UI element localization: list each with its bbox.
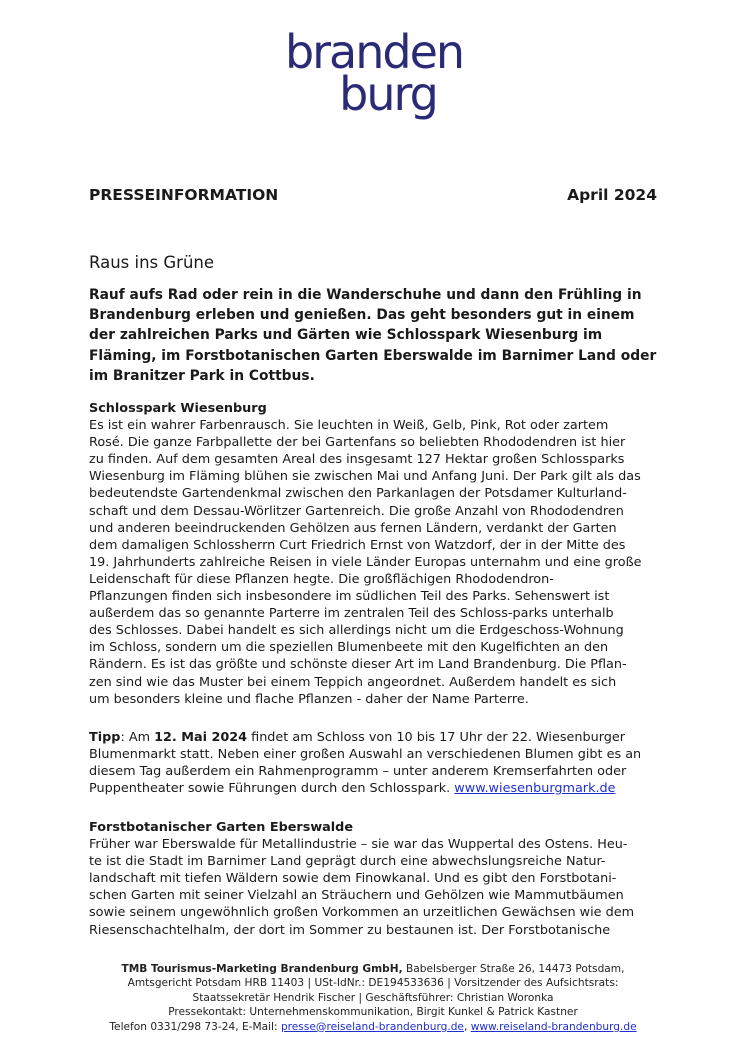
body-line: Rosé. Die ganze Farbpallette der bei Gartenfans so beliebten Rhododendren ist hier <box>89 435 626 451</box>
body-line: schen Garten mit seiner Vielzahl an Sträuchern und Gehölzen wie Mammutbäumen <box>89 888 624 904</box>
body-line: bedeutendste Gartendenkmal zwischen den Parkanlagen der Potsdamer Kulturland- <box>89 486 627 502</box>
wiesenburg-link[interactable]: www.wiesenburgmark.de <box>454 781 616 797</box>
body-line: schaft und dem Dessau-Wörlitzer Gartenreich. Die große Anzahl von Rhododendren <box>89 503 624 519</box>
body-line: dem damaligen Schlossherrn Curt Friedrich Ernst von Watzdorf, der in der Mitte des <box>89 537 626 553</box>
body-line: Leidenschaft für diese Pflanzen hegte. Die großflächigen Rhododendron- <box>89 571 554 587</box>
footer-management: Staatssekretär Hendrik Fischer | Geschäftsführer: Christian Woronka <box>192 991 554 1004</box>
footer-address: Babelsberger Straße 26, 14473 Potsdam, <box>402 963 625 975</box>
footer-phone: Telefon 0331/298 73-24, E-Mail: <box>109 1020 281 1033</box>
document-date: April 2024 <box>567 186 657 204</box>
tip-paragraph <box>89 729 659 797</box>
body-line: außerdem das so genannte Parterre im zentralen Teil des Schloss-parks unterhalb <box>89 606 614 622</box>
body-line: des Schlosses. Dabei handelt es sich allerdings nicht um die Erdgeschoss-Wohnung <box>89 623 624 639</box>
section-body <box>89 836 659 939</box>
lead-paragraph: Rauf aufs Rad oder rein in die Wanderschuhe und dann den Frühling in Brandenburg erleben und genießen. Das geht besonders gut in einem der zahlreichen Parks und Gärten wie Schlosspark Wiesenburg im Fläming, im Forstbotanischen Garten Eberswalde im Barnimer Land oder im Branitzer Park in Cottbus. <box>89 287 657 384</box>
section-schlosspark-wiesenburg <box>89 400 659 708</box>
tip-text: findet am Schloss von 10 bis 17 Uhr der 22. Wiesenburger <box>247 730 626 745</box>
section-forstbotanischer-garten <box>89 819 659 939</box>
body-line: Wiesenburg im Fläming blühen sie zwischen Mai und Anfang Juni. Der Park gilt als das <box>89 469 641 485</box>
tip-date: 12. Mai 2024 <box>154 730 248 745</box>
logo-line-2: burg <box>339 67 437 121</box>
brandenburg-logo <box>0 25 746 121</box>
body-line: zen sind wie das Muster bei einem Teppich angeordnet. Außerdem handelt es sich <box>89 674 617 690</box>
section-heading: Forstbotanischer Garten Eberswalde <box>89 820 354 835</box>
body-line: Früher war Eberswalde für Metallindustrie – sie war das Wuppertal des Ostens. Heu- <box>89 837 628 853</box>
logo-line-1: branden <box>284 25 464 79</box>
tip-text: : Am <box>120 730 155 745</box>
body-line: zu finden. Auf dem gesamten Areal des insgesamt 127 Hektar großen Schlossparks <box>89 452 625 468</box>
section-body <box>89 417 659 708</box>
press-email-link[interactable]: presse@reiseland-brandenburg.de <box>280 1020 464 1033</box>
page-title: Raus ins Grüne <box>89 253 215 272</box>
footer-company: TMB Tourismus-Marketing Brandenburg GmbH, <box>121 963 403 975</box>
reiseland-website-link[interactable]: www.reiseland-brandenburg.de <box>470 1020 637 1033</box>
body-line: um besonders kleine und flache Pflanzen - daher der Name Parterre. <box>89 691 529 707</box>
body-line: Es ist ein wahrer Farbenrausch. Sie leuchten in Weiß, Gelb, Pink, Rot oder zartem <box>89 418 609 434</box>
body-line: sowie seinem ungewöhnlich großen Vorkommen an urzeitlichen Gewächsen wie dem <box>89 905 635 921</box>
footer-separator: , <box>463 1020 471 1033</box>
body-line: im Schloss, sondern um die speziellen Blumenbeete mit den Kugelfichten an den <box>89 640 609 656</box>
body-line: 19. Jahrhunderts zahlreiche Reisen in viele Länder Europas unternahm und eine große <box>89 554 642 570</box>
body-line: Pflanzungen finden sich insbesondere im südlichen Teil des Parks. Sehenswert ist <box>89 589 610 605</box>
footer-press-contact: Pressekontakt: Unternehmenskommunikation, Birgit Kunkel & Patrick Kastner <box>168 1006 578 1019</box>
document-header <box>89 186 657 204</box>
tip-text: diesem Tag außerdem ein Rahmenprogramm – unter anderem Kremserfahrten oder <box>89 764 627 780</box>
tip-label: Tipp <box>89 730 121 745</box>
body-line: landschaft mit tiefen Wäldern sowie dem Finowkanal. Und es gibt den Forstbotani- <box>89 871 617 887</box>
body-line: und anderen beeindruckenden Gehölzen aus fernen Ländern, verdankt der Garten <box>89 520 617 536</box>
page-footer <box>0 962 746 1034</box>
body-line: Riesenschachtelhalm, der dort im Sommer zu bestaunen ist. Der Forstbotanische <box>89 922 611 938</box>
tip-text: Puppentheater sowie Führungen durch den Schlosspark. <box>89 781 455 797</box>
tip-text: Blumenmarkt statt. Neben einer großen Auswahl an verschiedenen Blumen gibt es an <box>89 747 642 763</box>
footer-registry: Amtsgericht Potsdam HRB 11403 | USt-IdNr.: DE194533636 | Vorsitzender des Aufsichtsrats: <box>127 977 619 990</box>
section-heading: Schlosspark Wiesenburg <box>89 401 267 416</box>
document-type: PRESSEINFORMATION <box>89 186 279 204</box>
body-line: te ist die Stadt im Barnimer Land geprägt durch eine abwechslungsreiche Natur- <box>89 854 606 870</box>
body-line: Rändern. Es ist das größte und schönste dieser Art im Land Brandenburg. Die Pflan- <box>89 657 627 673</box>
